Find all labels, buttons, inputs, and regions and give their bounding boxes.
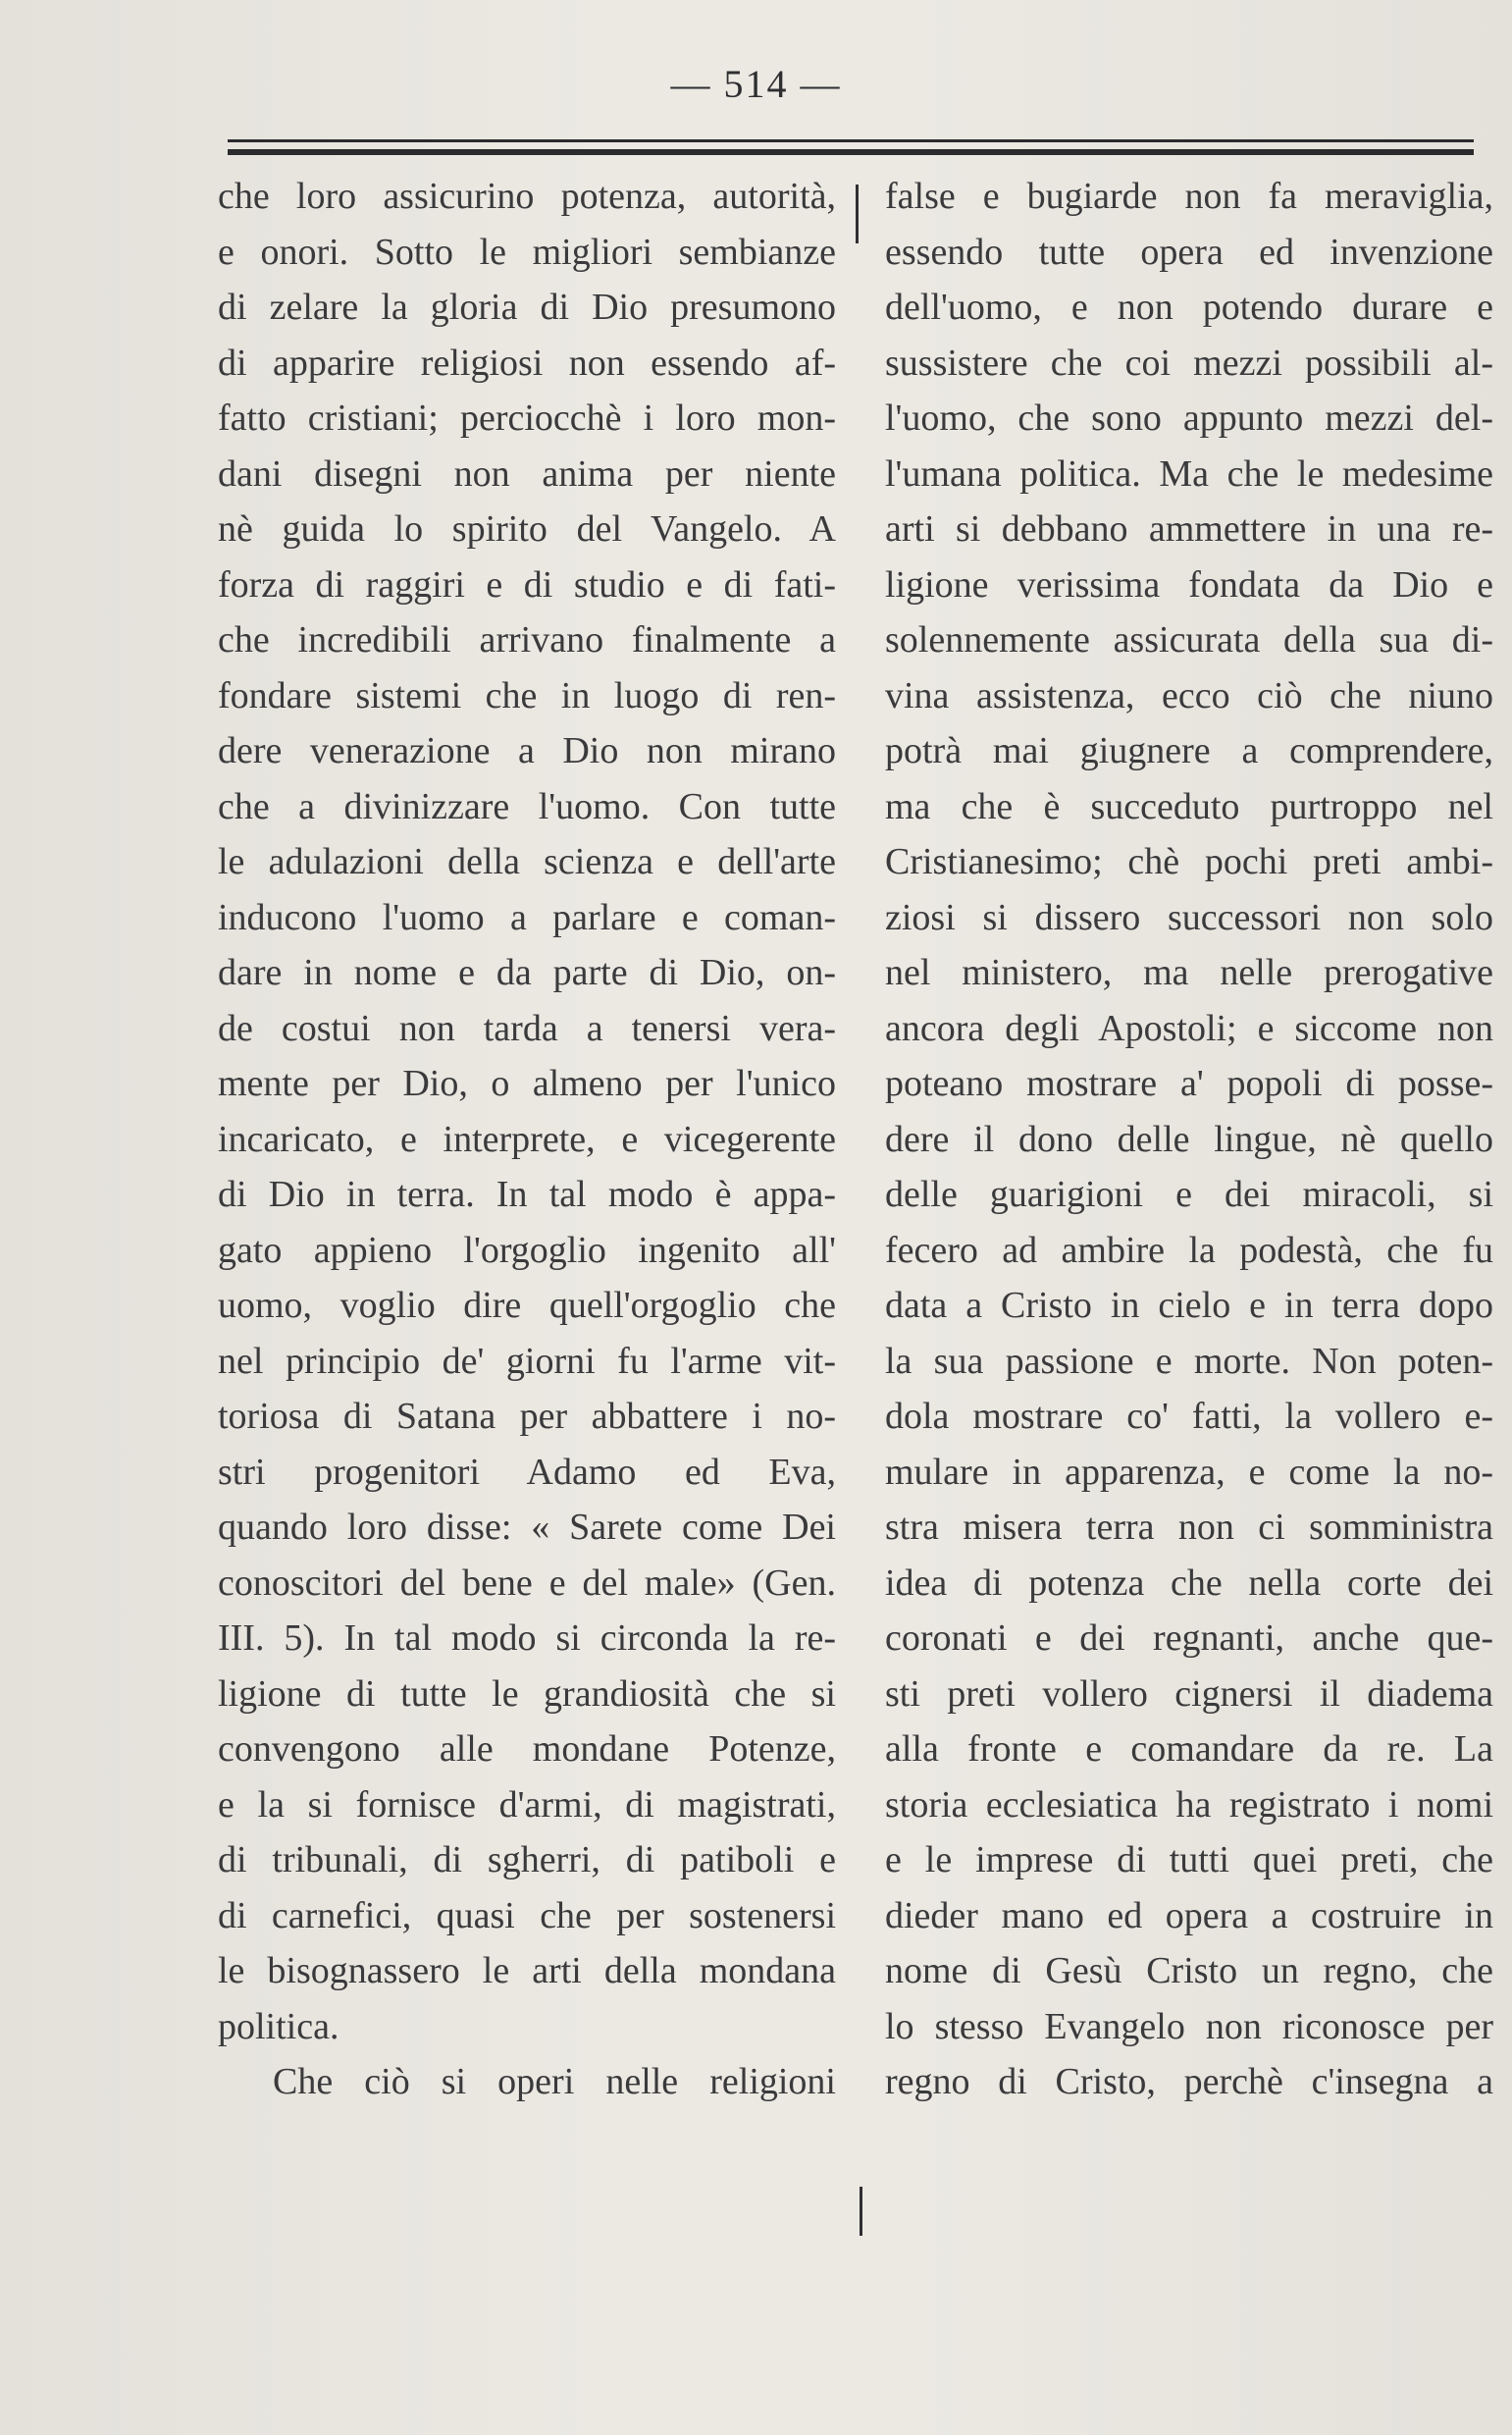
text-line: conoscitori del bene e del male» (Gen. <box>218 1562 836 1604</box>
text-line: dani disegni non anima per niente <box>218 452 836 495</box>
text-line: nel ministero, ma nelle prerogative <box>885 952 1493 993</box>
text-line: di Dio in terra. In tal modo è appa- <box>218 1174 836 1215</box>
text-line: solennemente assicurata della sua di- <box>885 619 1493 661</box>
text-line: arti si debbano ammettere in una re- <box>885 508 1493 550</box>
text-line: di tribunali, di sgherri, di patiboli e <box>218 1839 836 1880</box>
text-line: le bisognassero le arti della mondana <box>218 1950 836 1991</box>
text-line: stri progenitori Adamo ed Eva, <box>218 1451 836 1493</box>
header-rule-thin <box>228 139 1474 142</box>
text-line: ziosi si dissero successori non solo <box>885 896 1493 938</box>
text-line: che a divinizzare l'uomo. Con tutte <box>218 785 836 827</box>
text-line: vina assistenza, ecco ciò che niuno <box>885 674 1493 716</box>
text-line: fondare sistemi che in luogo di ren- <box>218 674 836 716</box>
text-line: nome di Gesù Cristo un regno, che <box>885 1950 1493 1991</box>
text-line: ancora degli Apostoli; e siccome non <box>885 1007 1493 1049</box>
text-line: dere il dono delle lingue, nè quello <box>885 1118 1493 1160</box>
text-line: potrà mai giugnere a comprendere, <box>885 730 1493 771</box>
text-line: ligione di tutte le grandiosità che si <box>218 1672 836 1715</box>
text-line: incaricato, e interprete, e vicegerente <box>218 1118 836 1160</box>
text-line: l'umana politica. Ma che le medesime <box>885 452 1493 495</box>
text-line: mente per Dio, o almeno per l'unico <box>218 1063 836 1104</box>
text-line: sti preti vollero cignersi il diadema <box>885 1672 1493 1715</box>
text-line: quando loro disse: « Sarete come Dei <box>218 1507 836 1548</box>
text-line: politica. <box>218 2005 339 2047</box>
text-line: dola mostrare co' fatti, la vollero e- <box>885 1396 1493 1437</box>
text-line: stra misera terra non ci somministra <box>885 1507 1493 1548</box>
text-line: data a Cristo in cielo e in terra dopo <box>885 1285 1493 1326</box>
text-line: false e bugiarde non fa meraviglia, <box>885 176 1493 217</box>
column-divider <box>856 185 859 2147</box>
text-line: ma che è succeduto purtroppo nel <box>885 785 1493 827</box>
text-line: e onori. Sotto le migliori sembianze <box>218 231 836 273</box>
text-line: nè guida lo spirito del Vangelo. A <box>218 508 836 550</box>
text-line: fatto cristiani; perciocchè i loro mon- <box>218 397 836 439</box>
text-line: regno di Cristo, perchè c'insegna a <box>885 2061 1493 2102</box>
text-line: inducono l'uomo a parlare e coman- <box>218 896 836 938</box>
text-line: forza di raggiri e di studio e di fati- <box>218 563 836 606</box>
text-line: gato appieno l'orgoglio ingenito all' <box>218 1229 836 1271</box>
text-line: Che ciò si operi nelle religioni <box>273 2061 836 2102</box>
text-line: storia ecclesiatica ha registrato i nomi <box>885 1783 1493 1826</box>
text-line: nel principio de' giorni fu l'arme vit- <box>218 1340 836 1382</box>
text-line: III. 5). In tal modo si circonda la re- <box>218 1617 836 1659</box>
text-line: de costui non tarda a tenersi vera- <box>218 1007 836 1049</box>
text-line: ligione verissima fondata da Dio e <box>885 563 1493 606</box>
text-line: che incredibili arrivano finalmente a <box>218 619 836 661</box>
text-line: coronati e dei regnanti, anche que- <box>885 1617 1493 1659</box>
text-line: dell'uomo, e non potendo durare e <box>885 287 1493 328</box>
text-line: uomo, voglio dire quell'orgoglio che <box>218 1285 836 1326</box>
text-line: dieder mano ed opera a costruire in <box>885 1894 1493 1936</box>
text-line: di carnefici, quasi che per sostenersi <box>218 1894 836 1936</box>
text-line: e le imprese di tutti quei preti, che <box>885 1839 1493 1880</box>
right-column <box>885 169 1493 2110</box>
text-line: essendo tutte opera ed invenzione <box>885 231 1493 273</box>
text-line: di zelare la gloria di Dio presumono <box>218 287 836 328</box>
text-line: dare in nome e da parte di Dio, on- <box>218 952 836 993</box>
text-line: fecero ad ambire la podestà, che fu <box>885 1229 1493 1271</box>
text-line: poteano mostrare a' popoli di posse- <box>885 1063 1493 1104</box>
text-line: la sua passione e morte. Non poten- <box>885 1340 1493 1382</box>
text-line: delle guarigioni e dei miracoli, si <box>885 1174 1493 1215</box>
text-line: dere venerazione a Dio non mirano <box>218 730 836 771</box>
text-line: sussistere che coi mezzi possibili al- <box>885 342 1493 384</box>
text-line: che loro assicurino potenza, autorità, <box>218 176 836 217</box>
text-line: e la si fornisce d'armi, di magistrati, <box>218 1783 836 1826</box>
text-line: l'uomo, che sono appunto mezzi del- <box>885 397 1493 439</box>
text-line: idea di potenza che nella corte dei <box>885 1562 1493 1604</box>
text-line: di apparire religiosi non essendo af- <box>218 342 836 384</box>
text-line: toriosa di Satana per abbattere i no- <box>218 1396 836 1437</box>
text-line: mulare in apparenza, e come la no- <box>885 1451 1493 1493</box>
text-line: Cristianesimo; chè pochi preti ambi- <box>885 841 1493 882</box>
text-line: alla fronte e comandare da re. La <box>885 1728 1493 1770</box>
text-line: lo stesso Evangelo non riconosce per <box>885 2005 1493 2047</box>
header-rule-thick <box>228 149 1474 155</box>
left-column <box>218 169 836 2110</box>
page-number: — 514 — <box>670 62 842 106</box>
text-line: convengono alle mondane Potenze, <box>218 1728 836 1770</box>
text-line: le adulazioni della scienza e dell'arte <box>218 841 836 882</box>
